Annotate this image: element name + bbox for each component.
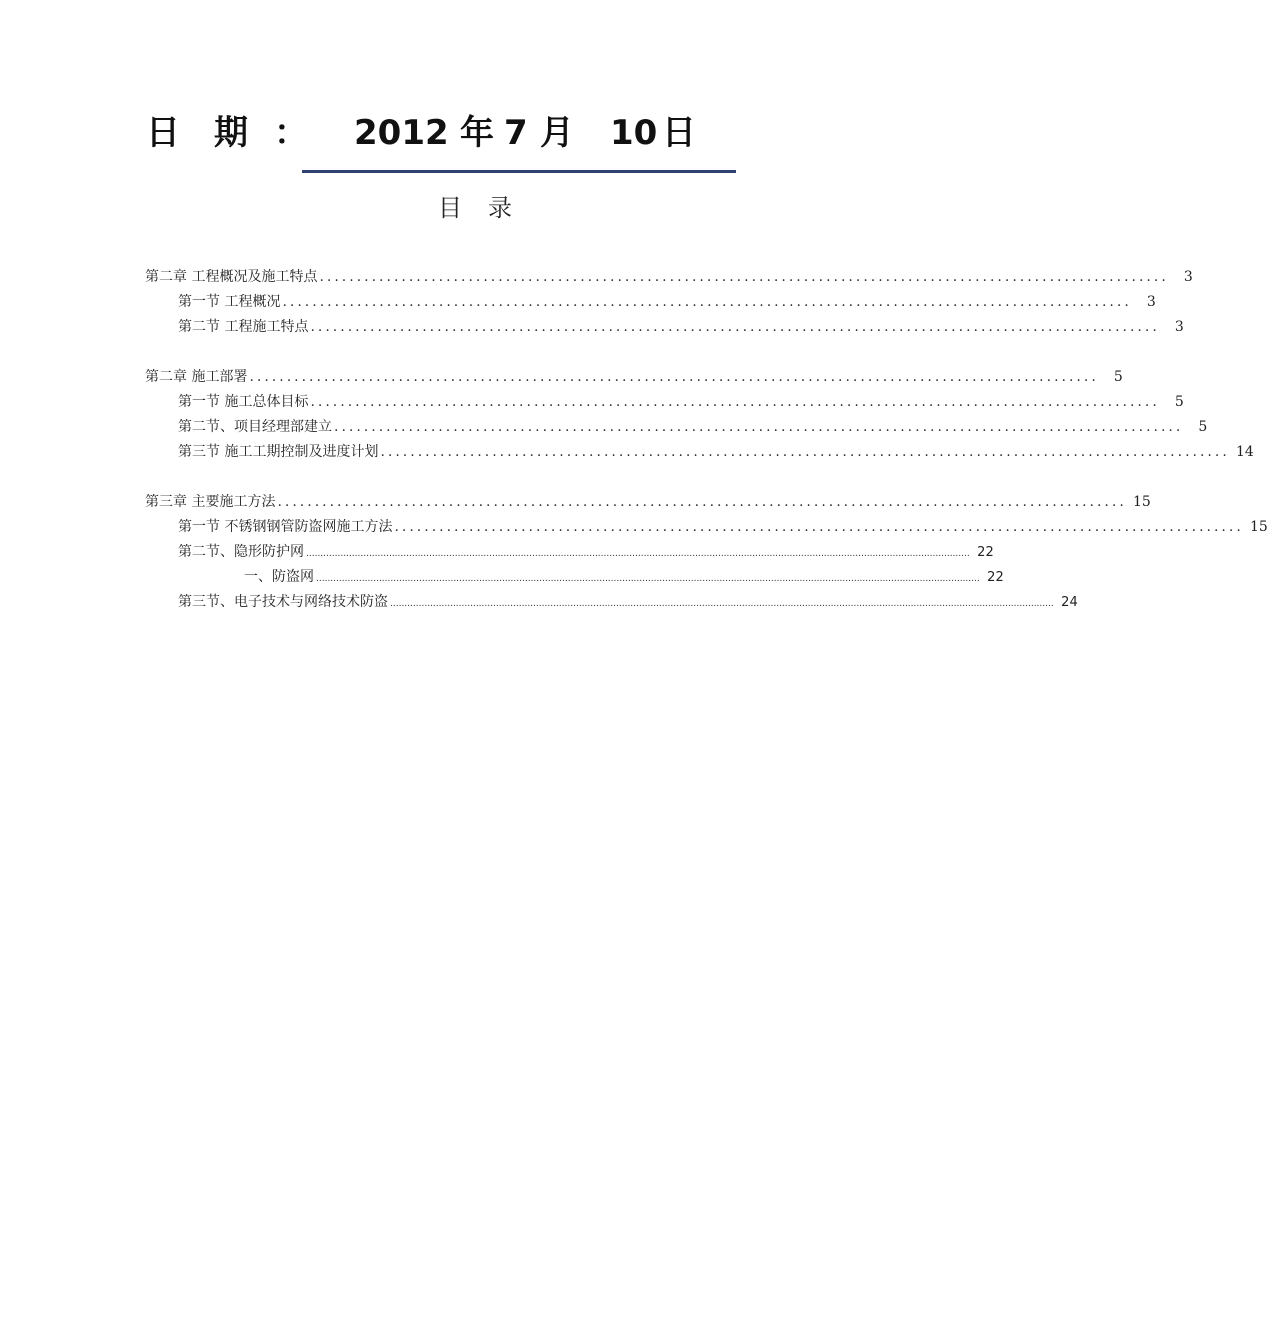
toc-leader-dots: .................................................................................................................. — [310, 319, 1160, 335]
toc-entry-label: 第一节 不锈钢钢管防盗网施工方法 — [178, 519, 393, 535]
toc-entry-subsection[interactable] — [244, 565, 1004, 589]
toc-entry-label: 第二章 工程概况及施工特点 — [145, 269, 318, 285]
toc-entry-label: 第二节、隐形防护网 — [178, 544, 304, 560]
toc-entry-section[interactable] — [178, 415, 1208, 439]
date-year: 2012 — [354, 113, 449, 153]
toc-entry-chapter[interactable] — [145, 490, 1151, 514]
toc-leader-dots: .................................................................................................................. — [310, 394, 1160, 410]
toc-entry-chapter[interactable] — [145, 365, 1123, 389]
date-day-unit: 日 — [662, 113, 696, 153]
toc-entry-section[interactable] — [178, 590, 1078, 614]
date-colon: ： — [274, 113, 308, 153]
toc-entry-section[interactable] — [178, 290, 1156, 314]
date-month-unit: 月 — [540, 113, 574, 153]
toc-leader-dots: .................................................................................................................. — [394, 519, 1244, 535]
toc-leader-dots: .................................................................................................................. — [277, 494, 1127, 510]
toc-entry-label: 第三节、电子技术与网络技术防盗 — [178, 594, 388, 610]
date-label-char-1: 日 — [146, 113, 180, 153]
toc-leader-dots: .................................................................................................................. — [282, 294, 1132, 310]
toc-entry-section[interactable] — [178, 540, 994, 564]
toc-leader-dots: ........................................................................................................................................................................................................................................ — [316, 574, 980, 584]
toc-entry-chapter[interactable] — [145, 265, 1193, 289]
toc-entry-page: 3 — [1183, 269, 1193, 285]
toc-entry-section[interactable] — [178, 315, 1184, 339]
date-day: 10 — [610, 113, 658, 153]
toc-leader-dots: .................................................................................................................. — [249, 369, 1099, 385]
toc-entry-label: 第三章 主要施工方法 — [145, 494, 276, 510]
toc-leader-dots: ........................................................................................................................................................................................................................................ — [390, 599, 1054, 609]
toc-entry-section[interactable] — [178, 440, 1254, 464]
date-year-unit: 年 — [460, 113, 494, 153]
toc-entry-page: 5 — [1174, 394, 1184, 410]
toc-title: 目录 — [438, 194, 538, 222]
toc-entry-label: 第二章 施工部署 — [145, 369, 248, 385]
toc-entry-label: 第二节 工程施工特点 — [178, 319, 309, 335]
toc-entry-label: 第二节、项目经理部建立 — [178, 419, 332, 435]
toc-entry-page: 22 — [977, 545, 994, 560]
toc-entry-page: 22 — [987, 570, 1004, 585]
toc-entry-label: 第一节 工程概况 — [178, 294, 281, 310]
toc-entry-label: 第三节 施工工期控制及进度计划 — [178, 444, 379, 460]
toc-entry-section[interactable] — [178, 390, 1184, 414]
toc-leader-dots: .................................................................................................................. — [334, 419, 1184, 435]
toc-entry-page: 15 — [1249, 519, 1268, 535]
toc-entry-page: 5 — [1113, 369, 1123, 385]
toc-entry-section[interactable] — [178, 515, 1268, 539]
toc-entry-page: 15 — [1132, 494, 1151, 510]
toc-entry-label: 一、防盗网 — [244, 569, 314, 585]
toc-leader-dots: .................................................................................................................. — [319, 269, 1169, 285]
date-month: 7 — [504, 113, 528, 153]
toc-entry-page: 3 — [1146, 294, 1156, 310]
toc-leader-dots: ........................................................................................................................................................................................................................................ — [306, 549, 970, 559]
toc-entry-page: 5 — [1198, 419, 1208, 435]
toc-entry-page: 24 — [1061, 595, 1078, 610]
toc-entry-label: 第一节 施工总体目标 — [178, 394, 309, 410]
toc-entry-page: 14 — [1235, 444, 1254, 460]
date-label-char-2: 期 — [214, 113, 248, 153]
toc-entry-page: 3 — [1174, 319, 1184, 335]
date-underline — [302, 170, 736, 173]
toc-leader-dots: .................................................................................................................. — [380, 444, 1230, 460]
